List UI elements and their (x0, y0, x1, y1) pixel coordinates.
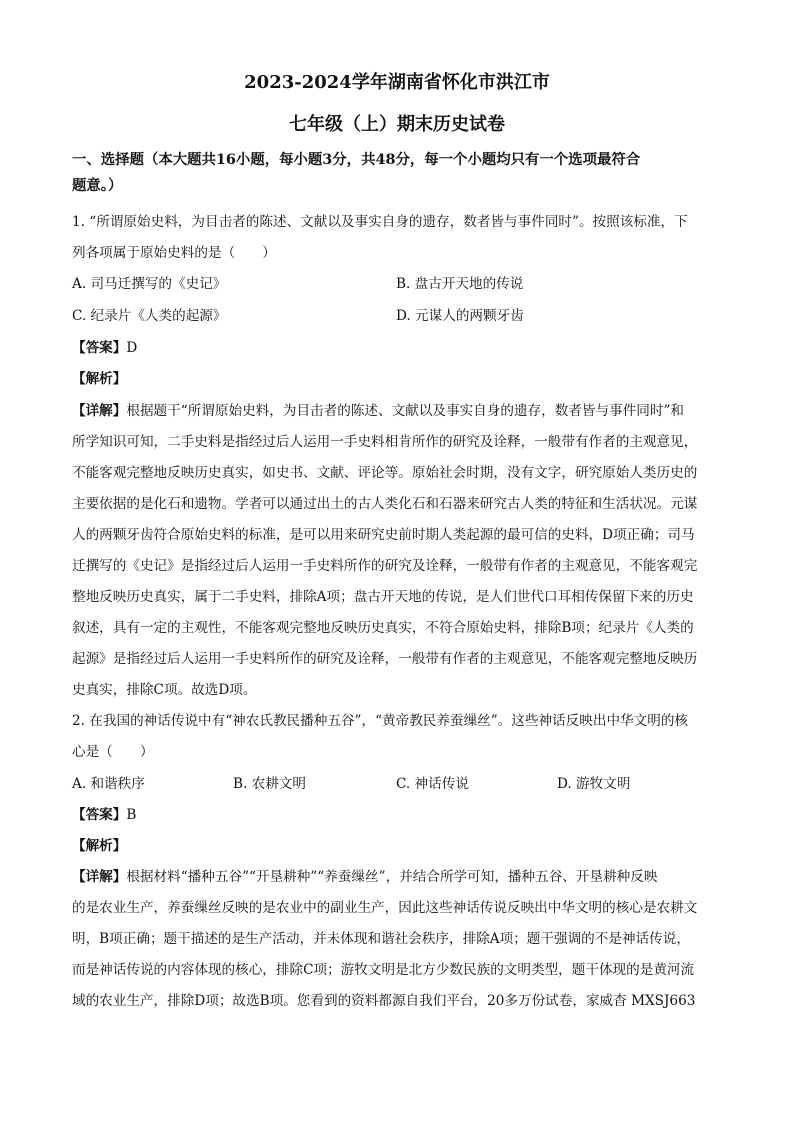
q1-analysis-label (72, 369, 126, 389)
q1-detail-line: 所学知识可知，二手史料是指经过后人运用一手史料相肯所作的研究及诠释，一般带有作者的主观意见， (72, 434, 698, 450)
q2-analysis-tag: 【解析】 (72, 838, 127, 854)
q2-option-a: A. 和谐秩序 (72, 776, 145, 792)
q1-detail-line: 史真实，排除C项。故选D项。 (72, 682, 257, 698)
section-heading-line2: 题意。） (72, 177, 123, 194)
q2-answer-value: B (126, 807, 137, 823)
q2-detail-line: 明，B项正确；题干描述的是生产活动，并未体现和谐社会秩序，排除A项；题干强调的不是神话传说， (72, 931, 690, 947)
q1-detail-line: 叙述，具有一定的主观性，不能客观完整地反映历史真实，不符合原始史料，排除B项；纪录片《人类的 (72, 620, 694, 636)
q2-option-c: C. 神话传说 (396, 776, 469, 792)
q1-stem-line2: 列各项属于原始史料的是（ ） (72, 245, 276, 261)
exam-title-line1: 2023-2024学年湖南省怀化市洪江市 (244, 72, 550, 93)
q1-answer-value: D (126, 340, 138, 356)
q1-option-d: D. 元谋人的两颗牙齿 (396, 308, 524, 324)
q2-detail-line: 而是神话传说的内容体现的核心，排除C项；游牧文明是北方少数民族的文明类型，题干体现的是黄河流 (72, 962, 695, 978)
q1-detail-line: 主要依据的是化石和遗物。学者可以通过出土的古人类化石和石器来研究古人类的特征和生活状况。元谋 (72, 496, 698, 512)
q1-detail-line: 人的两颗牙齿符合原始史料的标准，是可以用来研究史前时期人类起源的最可信的史料，D项正确；司马 (72, 527, 695, 543)
q1-option-b: B. 盘古开天地的传说 (396, 276, 524, 292)
q1-detail-line: 整地反映历史真实，属于二手史料，排除A项；盘古开天地的传说，是人们世代口耳相传保留下来的历史 (72, 589, 694, 605)
q1-option-a: A. 司马迁撰写的《史记》 (72, 276, 227, 292)
q2-analysis-label (72, 836, 126, 856)
q2-option-b: B. 农耕文明 (233, 776, 307, 792)
q1-detail-line: 不能客观完整地反映历史真实，如史书、文献、评论等。原始社会时期，没有文字，研究原始人类历史的 (72, 465, 698, 481)
q2-detail-line (72, 867, 657, 887)
q2-option-d: D. 游牧文明 (557, 776, 631, 792)
q2-answer (72, 805, 136, 825)
q2-stem-line1: 2. 在我国的神话传说中有“神农氏教民播种五谷”，“黄帝教民养蚕缫丝”。这些神话反映出中华文明的核 (72, 713, 689, 729)
q1-detail-line: 起源》是指经过后人运用一手史料所作的研究及诠释，一般带有作者的主观意见，不能客观完整地反映历 (72, 651, 698, 667)
q1-detail-tag: 【详解】 (72, 403, 127, 419)
q1-analysis-tag: 【解析】 (72, 371, 127, 387)
q2-answer-label: 【答案】 (72, 807, 127, 823)
q2-detail-text: 根据材料“播种五谷”“开垦耕种”“养蚕缫丝”，并结合所学可知，播种五谷、开垦耕种反映 (126, 869, 658, 885)
q1-stem-line1: 1. “所谓原始史料，为目击者的陈述、文献以及事实自身的遗存，数者皆与事件同时”。按照该标准，下 (72, 214, 688, 230)
q2-detail-line: 域的农业生产，排除D项；故选B项。您看到的资料都源自我们平台，20多万份试卷，家威杳 MXSJ663 (72, 993, 696, 1009)
section-heading-line1: 一、选择题（本大题共16小题，每小题3分，共48分，每一个小题均只有一个选项最符合 (72, 151, 641, 168)
q1-detail-line (72, 401, 684, 421)
q1-answer-label: 【答案】 (72, 340, 127, 356)
q1-detail-text: 根据题干“所谓原始史料，为目击者的陈述、文献以及事实自身的遗存，数者皆与事件同时”和 (126, 403, 685, 419)
exam-title-line2: 七年级（上）期末历史试卷 (289, 114, 505, 135)
q2-stem-line2: 心是（ ） (72, 744, 154, 760)
q2-detail-line: 的是农业生产，养蚕缫丝反映的是农业中的副业生产，因此这些神话传说反映出中华文明的核心是农耕文 (72, 900, 698, 916)
q1-detail-line: 迁撰写的《史记》是指经过后人运用一手史料所作的研究及诠释，一般带有作者的主观意见，不能客观完 (72, 558, 698, 574)
q1-option-c: C. 纪录片《人类的起源》 (72, 308, 227, 324)
q1-answer (72, 338, 137, 358)
q2-detail-tag: 【详解】 (72, 869, 127, 885)
section-heading (72, 147, 728, 199)
